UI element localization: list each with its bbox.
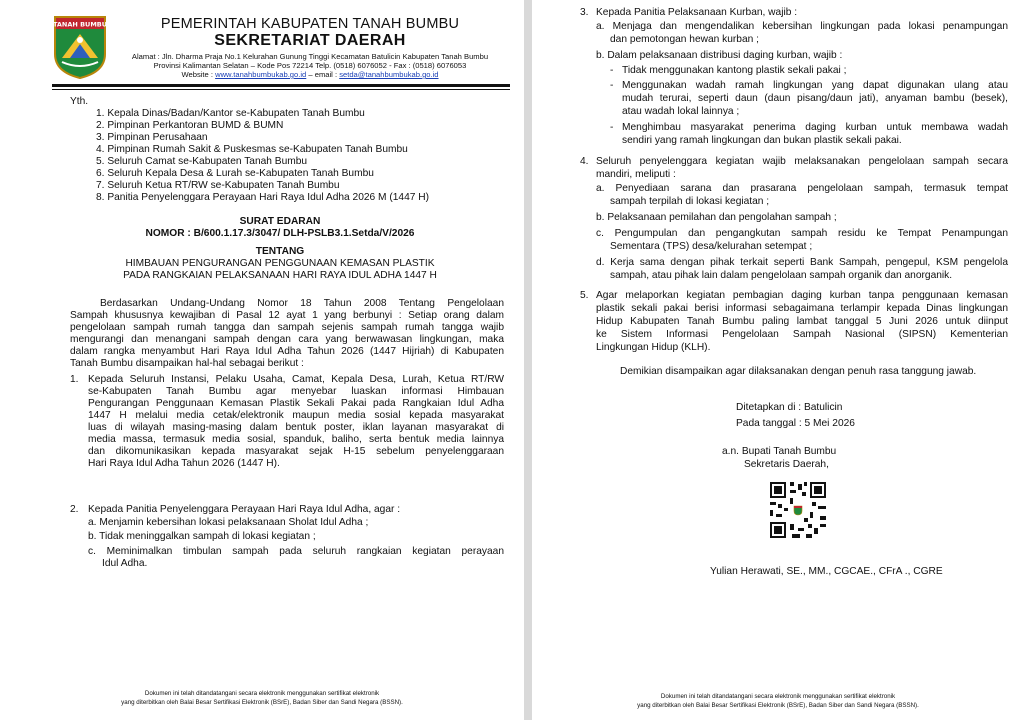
logo-text: TANAH BUMBU: [52, 20, 108, 29]
point5-line: Hidup Kabupaten Tanah Bumbu paling lambat tanggal 5 Juni 2026 untuk diinput: [596, 316, 1008, 327]
point3-bullet: Menggunakan wadah ramah lingkungan yang dapat digunakan ulang atau: [622, 80, 1008, 91]
letter-subject-line2: PADA RANGKAIAN PELAKSANAAN HARI RAYA IDUL ADHA 1447 H: [123, 270, 437, 281]
recipient-item: 4. Pimpinan Rumah Sakit & Puskesmas se-Kabupaten Tanah Bumbu: [96, 144, 408, 155]
point4-item-a-cont: sampah terpilah di lokasi kegiatan ;: [610, 196, 770, 207]
point2-item-a: a. Menjamin kebersihan lokasi pelaksanaan Sholat Idul Adha ;: [88, 517, 369, 528]
intro-line: Sampah khususnya kewajiban di Pasal 12 ayat 1 yang berbunyi : Setiap orang dalam: [70, 310, 504, 321]
point5-line: Lingkungan Hidup (KLH).: [596, 342, 711, 353]
point1-line: Kepada Seluruh Instansi, Pelaku Usaha, Camat, Kepala Desa, Lurah, Ketua RT/RW: [88, 374, 504, 385]
point5-line: ke Sistem Informasi Pengelolaan Sampah Nasional (SIPSN) Kementerian: [596, 329, 1008, 340]
tanah-bumbu-emblem: [52, 14, 108, 80]
point4-item-b: b. Pelaksanaan pemilahan dan pengolahan sampah ;: [596, 212, 837, 223]
letter-subject-line1: HIMBAUAN PENGURANGAN PENGGUNAAN KEMASAN PLASTIK: [125, 258, 435, 269]
letter-about: TENTANG: [255, 246, 305, 257]
point2-item-c: c. Meminimalkan timbulan sampah pada seluruh rangkaian kegiatan perayaan: [88, 546, 504, 557]
letterhead-office: SEKRETARIAT DAERAH: [214, 32, 406, 49]
recipient-item: 2. Pimpinan Perkantoran BUMD & BUMN: [96, 120, 284, 131]
point2-item-c-cont: Idul Adha.: [102, 558, 148, 569]
point3-bullet-cont: sendiri yang ramah lingkungan dan bukan plastik sekali pakai.: [622, 135, 902, 146]
point4-item-c: c. Pengumpulan dan pengangkutan sampah residu ke Tempat Penampungan: [596, 228, 1008, 239]
point2-item-b: b. Tidak meninggalkan sampah di lokasi kegiatan ;: [88, 531, 316, 542]
intro-line: pengelolaan sampah rumah tangga dan sampah sejenis sampah rumah tangga wajib: [70, 322, 504, 333]
point3-bullet: Tidak menggunakan kantong plastik sekali pakai ;: [622, 65, 847, 76]
point1-line: Pengurangan Penggunaan Kemasan Plastik Sekali Pakai pada Rangkaian Idul Adha: [88, 398, 504, 409]
addressee-label: Yth.: [70, 96, 89, 107]
point4-lead-cont: mandiri, meliputi :: [596, 169, 676, 180]
recipient-item: 3. Pimpinan Perusahaan: [96, 132, 208, 143]
signature-position: Sekretaris Daerah,: [744, 459, 829, 470]
point1-line: media massa, termasuk media sosial, spanduk, baliho, serta bentuk media lainnya: [88, 434, 504, 445]
point-number: 1.: [70, 374, 79, 385]
footer-line1: Dokumen ini telah ditandatangani secara elektronik menggunakan sertifikat elektronik: [144, 690, 380, 697]
email-label: – email :: [306, 70, 340, 79]
point-number: 2.: [70, 504, 79, 515]
recipient-item: 7. Seluruh Ketua RT/RW se-Kabupaten Tanah Bumbu: [96, 180, 340, 191]
website-label: Website :: [181, 70, 216, 79]
closing-statement: Demikian disampaikan agar dilaksanakan dengan penuh rasa tanggung jawab.: [620, 366, 977, 377]
point1-line: dan dikomunikasikan kepada masyarakat sejak H-15 sebelum penyelenggaraan: [88, 446, 504, 457]
point3-bullet-cont: atau wadah lokal lainnya ;: [622, 106, 740, 117]
footer-line2: yang diterbitkan oleh Balai Besar Sertifikasi Elektronik (BSrE), Badan Siber dan Sandi Negara (BSSN).: [121, 699, 403, 706]
intro-line: dalam rangka menyambut Hari Raya Idul Adha Tahun 2026 (1447 Hijriah) di Kabupaten: [70, 346, 504, 357]
letterhead-government: PEMERINTAH KABUPATEN TANAH BUMBU: [160, 16, 460, 32]
recipient-item: 1. Kepala Dinas/Badan/Kantor se-Kabupaten Tanah Bumbu: [96, 108, 365, 119]
point1-line: 1447 H melalui media cetak/elektronik maupun media sosial kepada masyarakat: [88, 410, 504, 421]
point4-lead: Seluruh penyelenggara kegiatan wajib melaksanakan pengelolaan sampah secara: [596, 156, 1008, 167]
point5-line: Agar melaporkan kegiatan pembagian daging kurban tanpa penggunaan kemasan: [596, 290, 1008, 301]
point4-item-c-cont: Sementara (TPS) desa/kelurahan setempat ;: [610, 241, 813, 252]
signature-on-behalf: a.n. Bupati Tanah Bumbu: [722, 446, 837, 457]
document-page-2: [532, 0, 1024, 720]
intro-line: mengurangi dan menangani sampah dengan cara yang berwawasan lingkungan, maka: [70, 334, 504, 345]
bullet-dash: -: [610, 122, 614, 133]
letterhead-address-line2: Provinsi Kalimantan Selatan – Kode Pos 72214 Telp. (0518) 6076052 - Fax : (0518) 6076053: [153, 61, 467, 70]
letter-number: NOMOR : B/600.1.17.3/3047/ DLH-PSLB3.1.Setda/V/2026: [145, 228, 415, 239]
point-number: 3.: [580, 7, 589, 18]
website-link[interactable]: www.tanahbumbukab.go.id: [215, 70, 307, 79]
point3-item-a: a. Menjaga dan mengendalikan kebersihan lingkungan pada lokasi penampungan: [596, 21, 1008, 32]
footer-line2: yang diterbitkan oleh Balai Besar Sertifikasi Elektronik (BSrE), Badan Siber dan Sandi Negara (BSSN).: [637, 702, 919, 709]
signature-date: Pada tanggal : 5 Mei 2026: [736, 418, 855, 429]
point4-item-d-cont: sampah, atau pihak lain dalam pengelolaan sampah organik dan anorganik.: [610, 270, 953, 281]
point5-line: plastik sekali pakai berisi informasi sebagaimana terlampir kepada Dinas lingkungan: [596, 303, 1008, 314]
recipient-item: 5. Seluruh Camat se-Kabupaten Tanah Bumbu: [96, 156, 308, 167]
letterhead-rule-thick: [52, 84, 510, 87]
letterhead-address-line1: Alamat : Jln. Dharma Praja No.1 Kelurahan Gunung Tinggi Kecamatan Batulicin Kabupaten Tanah Bumbu: [131, 52, 489, 61]
point2-lead: Kepada Panitia Penyelenggara Perayaan Hari Raya Idul Adha, agar :: [88, 504, 401, 515]
letter-type: SURAT EDARAN: [239, 216, 321, 227]
signature-place: Ditetapkan di : Batulicin: [736, 402, 843, 413]
point3-item-b: b. Dalam pelaksanaan distribusi daging kurban, wajib :: [596, 50, 843, 61]
letterhead-contact: [110, 70, 510, 79]
point1-line: luas di wilayah masing-masing dalam bentuk poster, iklan layanan masyarakat di: [88, 422, 504, 433]
qr-code-signature: [768, 480, 828, 540]
intro-line: Tanah Bumbu disampaikan hal-hal sebagai berikut :: [70, 358, 304, 369]
point1-line: Hari Raya Idul Adha Tahun 2026 (1447 H).: [88, 458, 280, 469]
bullet-dash: -: [610, 80, 614, 91]
point3-bullet-cont: mudah terurai, seperti daun (daun pisang/daun jati), anyaman bambu (besek),: [622, 93, 1008, 104]
bullet-dash: -: [610, 65, 614, 76]
point1-line: se-Kabupaten Tanah Bumbu agar menyebar luaskan informasi Himbauan: [88, 386, 504, 397]
point3-lead: Kepada Panitia Pelaksanaan Kurban, wajib :: [596, 7, 798, 18]
letterhead-rule-thin: [52, 89, 510, 90]
signatory-name: Yulian Herawati, SE., MM., CGCAE., CFrA ., CGRE: [710, 566, 943, 577]
point4-item-d: d. Kerja sama dengan pihak terkait seperti Bank Sampah, pengepul, KSM pengelola: [596, 257, 1008, 268]
point3-item-a-cont: dan pemotongan hewan kurban ;: [610, 34, 759, 45]
point-number: 5.: [580, 290, 589, 301]
point-number: 4.: [580, 156, 589, 167]
intro-line: Berdasarkan Undang-Undang Nomor 18 Tahun 2008 Tentang Pengelolaan: [100, 298, 504, 309]
point4-item-a: a. Penyediaan sarana dan prasarana pengelolaan sampah, termasuk tempat: [596, 183, 1008, 194]
email-link[interactable]: setda@tanahbumbukab.go.id: [339, 70, 439, 79]
recipient-item: 8. Panitia Penyelenggara Perayaan Hari Raya Idul Adha 2026 M (1447 H): [96, 192, 429, 203]
recipient-item: 6. Seluruh Kepala Desa & Lurah se-Kabupaten Tanah Bumbu: [96, 168, 374, 179]
footer-line1: Dokumen ini telah ditandatangani secara elektronik menggunakan sertifikat elektronik: [660, 693, 896, 700]
point3-bullet: Menghimbau masyarakat penerima daging kurban untuk membawa wadah: [622, 122, 1008, 133]
